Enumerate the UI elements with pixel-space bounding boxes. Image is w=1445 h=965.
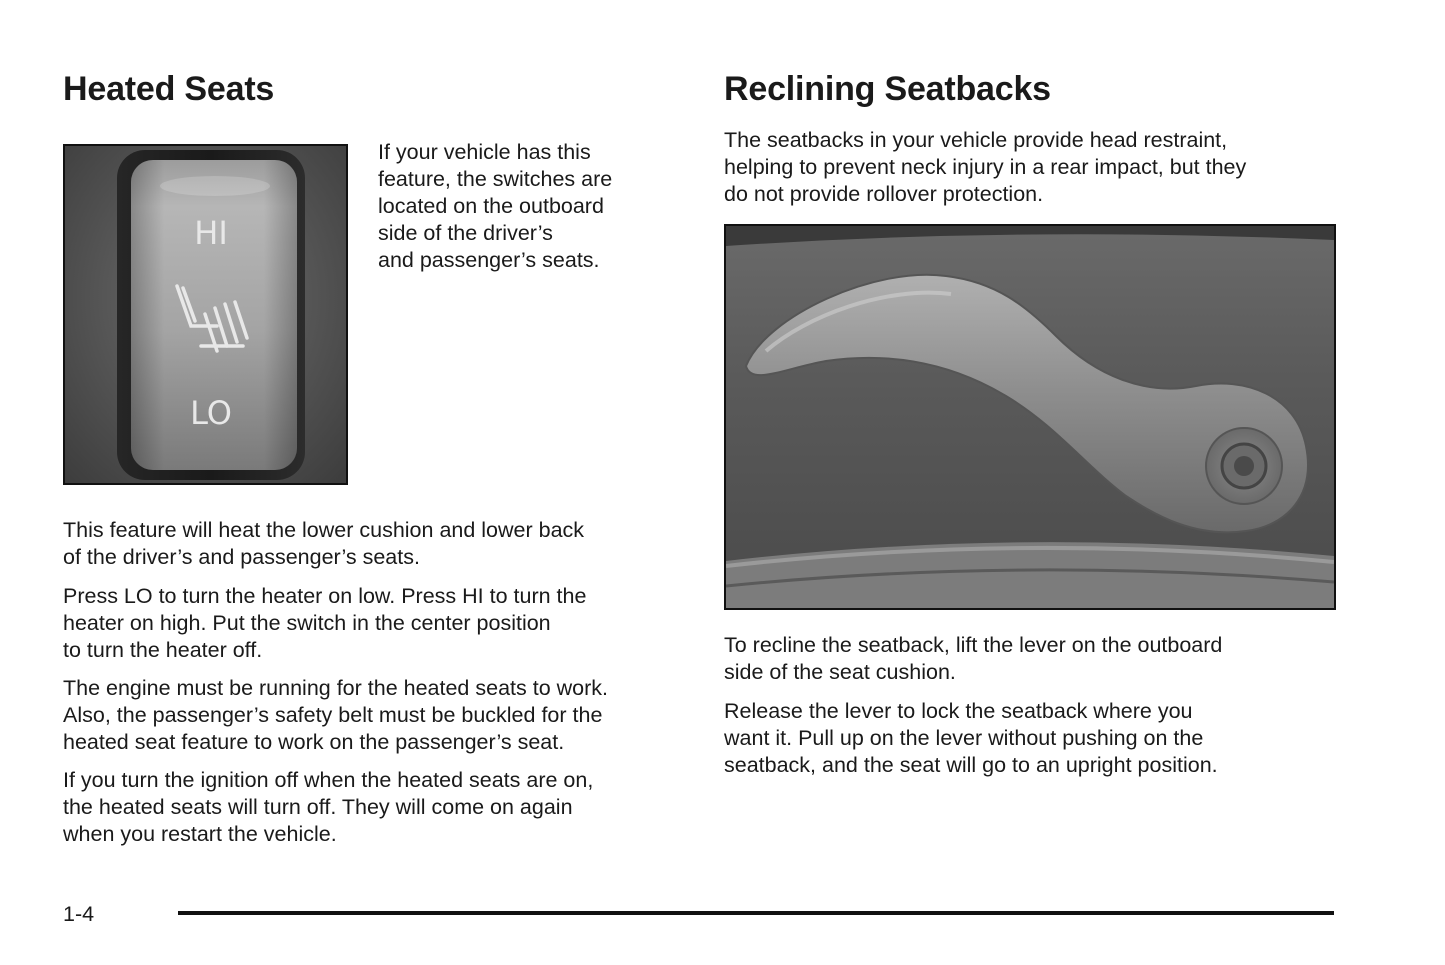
text-line: The engine must be running for the heated seats to work. bbox=[63, 676, 608, 700]
heated-seats-paragraph-2 bbox=[63, 583, 586, 664]
switch-lo-label: LO bbox=[190, 394, 232, 432]
reclining-paragraph-1 bbox=[724, 632, 1222, 686]
heated-seats-intro bbox=[378, 139, 612, 274]
text-line: Also, the passenger’s safety belt must be buckled for the bbox=[63, 703, 603, 727]
heated-seats-paragraph-3 bbox=[63, 675, 608, 756]
reclining-paragraph-2 bbox=[724, 698, 1218, 779]
recline-lever-photo bbox=[724, 224, 1336, 610]
text-line: To recline the seatback, lift the lever on the outboard bbox=[724, 633, 1223, 657]
text-line: located on the outboard bbox=[378, 194, 604, 218]
text-line: feature, the switches are bbox=[378, 167, 613, 191]
page-number: 1-4 bbox=[63, 902, 95, 926]
heated-seats-paragraph-4 bbox=[63, 767, 593, 848]
heated-seat-switch-photo bbox=[63, 144, 348, 485]
text-line: heated seat feature to work on the passenger’s seat. bbox=[63, 730, 565, 754]
reclining-intro bbox=[724, 127, 1246, 208]
text-line: heater on high. Put the switch in the center position bbox=[63, 611, 551, 635]
text-line: Release the lever to lock the seatback where you bbox=[724, 699, 1193, 723]
text-line: The seatbacks in your vehicle provide head restraint, bbox=[724, 128, 1228, 152]
text-line: helping to prevent neck injury in a rear impact, but they bbox=[724, 155, 1247, 179]
text-line: to turn the heater off. bbox=[63, 638, 263, 662]
text-line: side of the driver’s bbox=[378, 221, 553, 245]
text-line: Press LO to turn the heater on low. Press HI to turn the bbox=[63, 584, 587, 608]
text-line: of the driver’s and passenger’s seats. bbox=[63, 545, 420, 569]
text-line: seatback, and the seat will go to an upright position. bbox=[724, 753, 1218, 777]
text-line: when you restart the vehicle. bbox=[63, 822, 337, 846]
text-line: side of the seat cushion. bbox=[724, 660, 956, 684]
text-line: This feature will heat the lower cushion and lower back bbox=[63, 518, 585, 542]
text-line: do not provide rollover protection. bbox=[724, 182, 1044, 206]
text-line: If you turn the ignition off when the heated seats are on, bbox=[63, 768, 594, 792]
text-line: If your vehicle has this bbox=[378, 140, 591, 164]
footer-rule bbox=[178, 911, 1334, 915]
heated-seats-paragraph-1 bbox=[63, 517, 584, 571]
heated-seats-heading: Heated Seats bbox=[63, 70, 275, 108]
text-line: the heated seats will turn off. They will come on again bbox=[63, 795, 573, 819]
text-line: and passenger’s seats. bbox=[378, 248, 600, 272]
reclining-seatbacks-heading: Reclining Seatbacks bbox=[724, 70, 1051, 108]
text-line: want it. Pull up on the lever without pushing on the bbox=[724, 726, 1204, 750]
switch-hi-label: HI bbox=[194, 214, 228, 252]
